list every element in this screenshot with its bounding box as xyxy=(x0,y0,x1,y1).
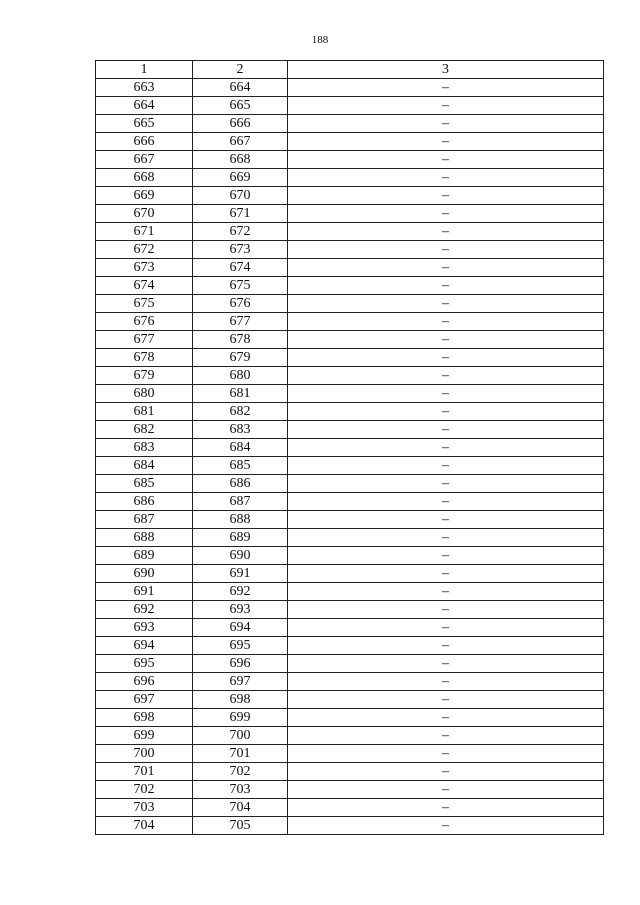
table-cell-col1: 702 xyxy=(96,781,193,799)
table-cell-col3: – xyxy=(288,205,604,223)
table-cell-col2: 701 xyxy=(193,745,288,763)
table-cell-col2: 675 xyxy=(193,277,288,295)
table-cell-col1: 699 xyxy=(96,727,193,745)
table-cell-col3: – xyxy=(288,763,604,781)
table-row xyxy=(96,79,604,97)
table-cell-col1: 692 xyxy=(96,601,193,619)
table-cell-col3: – xyxy=(288,97,604,115)
table-header xyxy=(96,61,604,79)
table-cell-col3: – xyxy=(288,79,604,97)
column-header-2: 2 xyxy=(193,61,288,79)
column-header-3: 3 xyxy=(288,61,604,79)
table-body xyxy=(96,79,604,835)
table-cell-col3: – xyxy=(288,151,604,169)
table-row xyxy=(96,115,604,133)
table-cell-col3: – xyxy=(288,259,604,277)
table-cell-col1: 676 xyxy=(96,313,193,331)
table-cell-col2: 672 xyxy=(193,223,288,241)
table-row xyxy=(96,727,604,745)
table-cell-col3: – xyxy=(288,565,604,583)
table-cell-col2: 678 xyxy=(193,331,288,349)
table-row xyxy=(96,97,604,115)
table-cell-col2: 677 xyxy=(193,313,288,331)
table-cell-col2: 665 xyxy=(193,97,288,115)
table-cell-col3: – xyxy=(288,817,604,835)
table-row xyxy=(96,187,604,205)
table-row xyxy=(96,673,604,691)
table-cell-col1: 670 xyxy=(96,205,193,223)
page-number: 188 xyxy=(311,34,329,46)
table-cell-col2: 705 xyxy=(193,817,288,835)
table-cell-col2: 690 xyxy=(193,547,288,565)
table-cell-col3: – xyxy=(288,385,604,403)
table-row xyxy=(96,295,604,313)
table-cell-col1: 698 xyxy=(96,709,193,727)
table-cell-col1: 682 xyxy=(96,421,193,439)
table-cell-col2: 669 xyxy=(193,169,288,187)
table-cell-col1: 677 xyxy=(96,331,193,349)
table-cell-col2: 697 xyxy=(193,673,288,691)
table-cell-col1: 674 xyxy=(96,277,193,295)
table-cell-col2: 667 xyxy=(193,133,288,151)
table-row xyxy=(96,313,604,331)
table-header-row xyxy=(96,61,604,79)
table-row xyxy=(96,511,604,529)
table-row xyxy=(96,493,604,511)
table-cell-col3: – xyxy=(288,475,604,493)
table-cell-col2: 668 xyxy=(193,151,288,169)
table-cell-col2: 673 xyxy=(193,241,288,259)
table-cell-col1: 703 xyxy=(96,799,193,817)
table-cell-col2: 686 xyxy=(193,475,288,493)
table-cell-col2: 702 xyxy=(193,763,288,781)
table-row xyxy=(96,655,604,673)
data-table-container xyxy=(95,60,603,835)
table-cell-col3: – xyxy=(288,493,604,511)
table-cell-col1: 684 xyxy=(96,457,193,475)
table-cell-col2: 685 xyxy=(193,457,288,475)
table-row xyxy=(96,637,604,655)
table-row xyxy=(96,781,604,799)
table-row xyxy=(96,619,604,637)
table-row xyxy=(96,439,604,457)
table-cell-col3: – xyxy=(288,799,604,817)
table-row xyxy=(96,745,604,763)
table-cell-col1: 688 xyxy=(96,529,193,547)
table-cell-col3: – xyxy=(288,709,604,727)
table-row xyxy=(96,799,604,817)
table-cell-col2: 692 xyxy=(193,583,288,601)
table-row xyxy=(96,133,604,151)
table-cell-col2: 682 xyxy=(193,403,288,421)
table-row xyxy=(96,259,604,277)
table-cell-col1: 664 xyxy=(96,97,193,115)
table-cell-col1: 704 xyxy=(96,817,193,835)
table-row xyxy=(96,709,604,727)
table-cell-col1: 694 xyxy=(96,637,193,655)
table-cell-col3: – xyxy=(288,241,604,259)
table-cell-col1: 690 xyxy=(96,565,193,583)
table-cell-col3: – xyxy=(288,115,604,133)
table-cell-col1: 678 xyxy=(96,349,193,367)
table-cell-col2: 689 xyxy=(193,529,288,547)
table-cell-col1: 683 xyxy=(96,439,193,457)
table-row xyxy=(96,205,604,223)
table-cell-col3: – xyxy=(288,367,604,385)
table-row xyxy=(96,583,604,601)
table-cell-col1: 696 xyxy=(96,673,193,691)
table-cell-col2: 681 xyxy=(193,385,288,403)
table-row xyxy=(96,475,604,493)
table-cell-col3: – xyxy=(288,169,604,187)
table-cell-col2: 674 xyxy=(193,259,288,277)
table-cell-col1: 701 xyxy=(96,763,193,781)
table-row xyxy=(96,565,604,583)
table-cell-col2: 688 xyxy=(193,511,288,529)
table-cell-col2: 691 xyxy=(193,565,288,583)
table-row xyxy=(96,151,604,169)
table-row xyxy=(96,385,604,403)
table-row xyxy=(96,331,604,349)
table-cell-col1: 681 xyxy=(96,403,193,421)
table-cell-col3: – xyxy=(288,745,604,763)
table-cell-col3: – xyxy=(288,313,604,331)
table-row xyxy=(96,403,604,421)
table-cell-col1: 697 xyxy=(96,691,193,709)
table-cell-col2: 683 xyxy=(193,421,288,439)
table-cell-col2: 703 xyxy=(193,781,288,799)
data-table xyxy=(95,60,604,835)
table-cell-col3: – xyxy=(288,511,604,529)
table-row xyxy=(96,223,604,241)
table-cell-col3: – xyxy=(288,457,604,475)
table-row xyxy=(96,169,604,187)
table-cell-col2: 693 xyxy=(193,601,288,619)
table-cell-col1: 700 xyxy=(96,745,193,763)
table-cell-col3: – xyxy=(288,439,604,457)
table-cell-col1: 672 xyxy=(96,241,193,259)
table-cell-col2: 671 xyxy=(193,205,288,223)
table-cell-col3: – xyxy=(288,403,604,421)
table-cell-col3: – xyxy=(288,547,604,565)
table-cell-col3: – xyxy=(288,331,604,349)
table-cell-col3: – xyxy=(288,349,604,367)
table-cell-col2: 704 xyxy=(193,799,288,817)
table-cell-col1: 680 xyxy=(96,385,193,403)
table-cell-col1: 666 xyxy=(96,133,193,151)
table-cell-col1: 686 xyxy=(96,493,193,511)
table-cell-col3: – xyxy=(288,727,604,745)
table-cell-col1: 667 xyxy=(96,151,193,169)
table-cell-col1: 679 xyxy=(96,367,193,385)
table-cell-col3: – xyxy=(288,583,604,601)
table-cell-col3: – xyxy=(288,421,604,439)
table-cell-col1: 663 xyxy=(96,79,193,97)
table-cell-col3: – xyxy=(288,619,604,637)
table-row xyxy=(96,457,604,475)
table-cell-col1: 685 xyxy=(96,475,193,493)
table-cell-col2: 664 xyxy=(193,79,288,97)
table-row xyxy=(96,691,604,709)
table-cell-col1: 665 xyxy=(96,115,193,133)
table-cell-col2: 670 xyxy=(193,187,288,205)
table-cell-col3: – xyxy=(288,601,604,619)
table-cell-col3: – xyxy=(288,277,604,295)
table-row xyxy=(96,349,604,367)
table-cell-col1: 693 xyxy=(96,619,193,637)
table-cell-col1: 695 xyxy=(96,655,193,673)
table-cell-col3: – xyxy=(288,187,604,205)
table-cell-col1: 669 xyxy=(96,187,193,205)
table-row xyxy=(96,241,604,259)
table-cell-col3: – xyxy=(288,295,604,313)
table-cell-col3: – xyxy=(288,655,604,673)
table-row xyxy=(96,277,604,295)
table-cell-col3: – xyxy=(288,673,604,691)
table-row xyxy=(96,421,604,439)
table-cell-col2: 700 xyxy=(193,727,288,745)
table-cell-col2: 680 xyxy=(193,367,288,385)
table-cell-col1: 689 xyxy=(96,547,193,565)
table-row xyxy=(96,547,604,565)
table-cell-col2: 694 xyxy=(193,619,288,637)
table-cell-col1: 691 xyxy=(96,583,193,601)
table-cell-col3: – xyxy=(288,133,604,151)
column-header-1: 1 xyxy=(96,61,193,79)
table-cell-col2: 695 xyxy=(193,637,288,655)
table-cell-col1: 668 xyxy=(96,169,193,187)
table-row xyxy=(96,817,604,835)
table-row xyxy=(96,529,604,547)
table-cell-col1: 673 xyxy=(96,259,193,277)
table-cell-col2: 679 xyxy=(193,349,288,367)
table-cell-col2: 699 xyxy=(193,709,288,727)
table-cell-col3: – xyxy=(288,529,604,547)
table-cell-col2: 687 xyxy=(193,493,288,511)
table-cell-col1: 675 xyxy=(96,295,193,313)
table-cell-col1: 687 xyxy=(96,511,193,529)
table-row xyxy=(96,601,604,619)
table-cell-col2: 676 xyxy=(193,295,288,313)
table-cell-col3: – xyxy=(288,637,604,655)
table-row xyxy=(96,367,604,385)
table-cell-col2: 696 xyxy=(193,655,288,673)
table-cell-col3: – xyxy=(288,781,604,799)
table-cell-col2: 698 xyxy=(193,691,288,709)
table-row xyxy=(96,763,604,781)
table-cell-col3: – xyxy=(288,223,604,241)
table-cell-col1: 671 xyxy=(96,223,193,241)
table-cell-col2: 666 xyxy=(193,115,288,133)
table-cell-col2: 684 xyxy=(193,439,288,457)
table-cell-col3: – xyxy=(288,691,604,709)
